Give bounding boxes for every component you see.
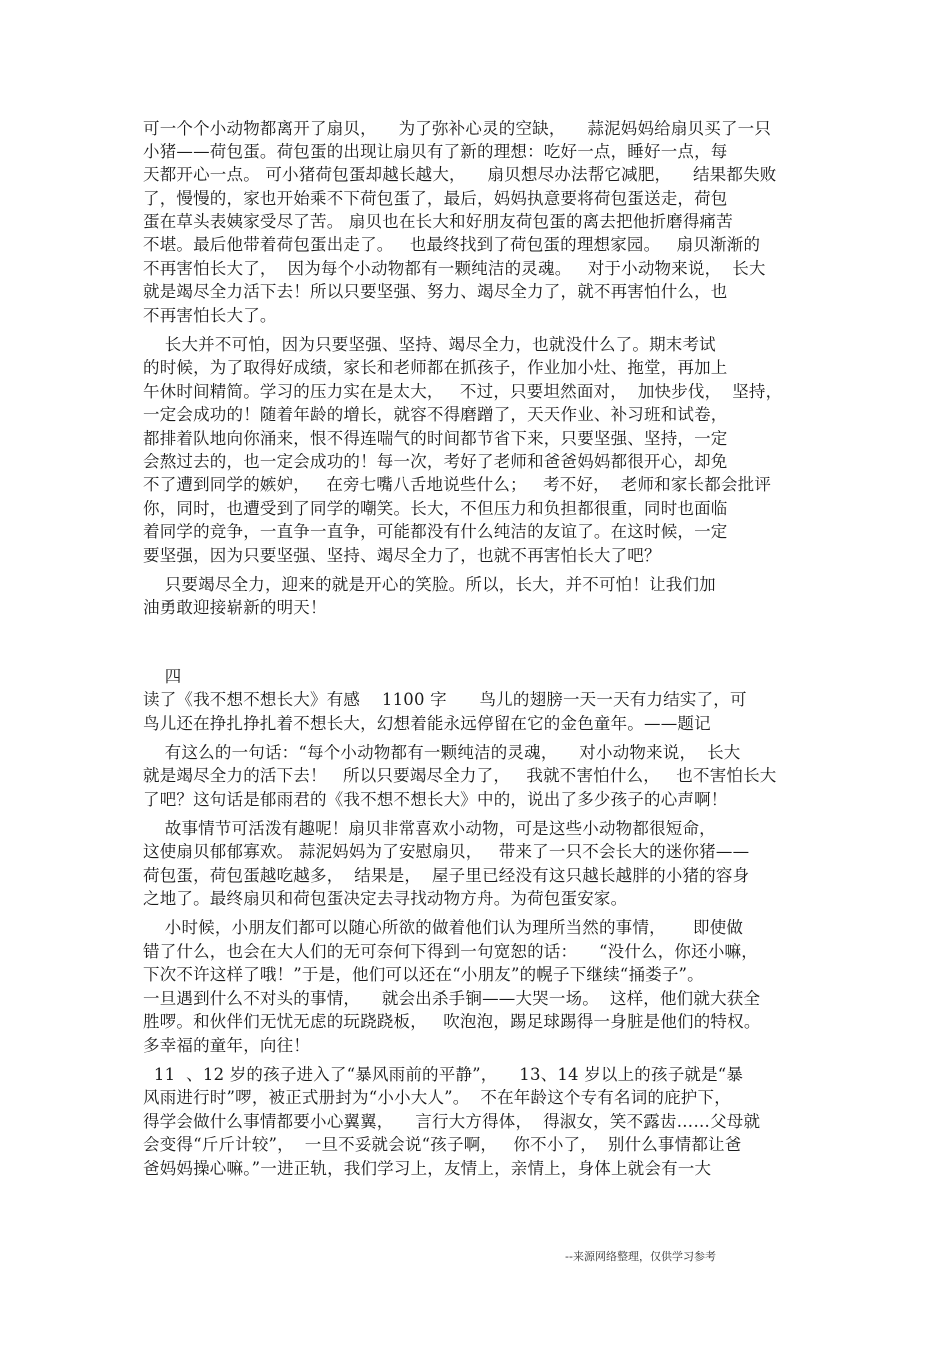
text-line: 都排着队地向你涌来，恨不得连喘气的时间都节省下来，只要坚强、坚持，一定 — [143, 429, 728, 448]
text-line: 不了遭到同学的嫉妒， 在旁七嘴八舌地说些什么； 考不好， 老师和家长都会批评 — [143, 475, 772, 494]
text-line: 天都开心一点。 可小猪荷包蛋却越长越大， 扇贝想尽办法帮它减肥， 结果都失败 — [143, 165, 777, 184]
text-line: 一旦遇到什么不对头的事情， 就会出杀手锏——大哭一场。 这样，他们就大获全 — [143, 989, 761, 1008]
text-line: 读了《我不想不想长大》有感 1100 字 鸟儿的翅膀一天一天有力结实了，可 — [143, 690, 747, 709]
text-line: 了，慢慢的，家也开始乘不下荷包蛋了，最后，妈妈执意要将荷包蛋送走，荷包 — [143, 189, 728, 208]
text-line: 不再害怕长大了， 因为每个小动物都有一颗纯洁的灵魂。 对于小动物来说， 长大 — [143, 259, 766, 278]
section-heading: 四 — [143, 667, 182, 686]
page-footer: --来源网络整理，仅供学习参考 — [565, 1250, 716, 1263]
text-line: 你，同时，也遭受到了同学的嘲笑。长大，不但压力和负担都很重，同时也面临 — [143, 499, 728, 518]
text-line: 下次不许这样了哦！”于是，他们可以还在“小朋友”的幌子下继续“捅娄子”。 — [143, 965, 704, 984]
text-line: 就是竭尽全力的活下去！ 所以只要竭尽全力了， 我就不害怕什么， 也不害怕长大 — [143, 766, 777, 785]
text-line: 11 、12 岁的孩子进入了“暴风雨前的平静”， 13、14 岁以上的孩子就是“暴 — [143, 1065, 744, 1084]
text-line: 长大并不可怕，因为只要坚强、坚持、竭尽全力，也就没什么了。期末考试 — [143, 335, 716, 354]
text-line: 之地了。最终扇贝和荷包蛋决定去寻找动物方舟。为荷包蛋安家。 — [143, 889, 628, 908]
text-line: 蛋在草头表姨家受尽了苦。 扇贝也在长大和好朋友荷包蛋的离去把他折磨得痛苦 — [143, 212, 733, 231]
text-line: 得学会做什么事情都要小心翼翼， 言行大方得体， 得淑女，笑不露齿……父母就 — [143, 1112, 761, 1131]
text-line: 不堪。最后他带着荷包蛋出走了。 也最终找到了荷包蛋的理想家园。 扇贝渐渐的 — [143, 235, 761, 254]
text-line: 不再害怕长大了。 — [143, 306, 277, 325]
text-line: 有这么的一句话：“每个小动物都有一颗纯洁的灵魂， 对小动物来说， 长大 — [143, 743, 741, 762]
text-line: 的时候，为了取得好成绩，家长和老师都在抓孩子，作业加小灶、拖堂，再加上 — [143, 358, 728, 377]
text-line: 要坚强，因为只要坚强、坚持、竭尽全力了，也就不再害怕长大了吧？ — [143, 546, 661, 565]
text-line: 小猪——荷包蛋。荷包蛋的出现让扇贝有了新的理想：吃好一点，睡好一点，每 — [143, 142, 728, 161]
text-line: 荷包蛋，荷包蛋越吃越多， 结果是， 屋子里已经没有这只越长越胖的小猪的容身 — [143, 866, 750, 885]
text-line: 可一个个小动物都离开了扇贝， 为了弥补心灵的空缺， 蒜泥妈妈给扇贝买了一只 — [143, 119, 772, 138]
text-line: 一定会成功的！随着年龄的增长，就容不得磨蹭了，天天作业、补习班和试卷， — [143, 405, 728, 424]
text-line: 就是竭尽全力活下去！所以只要坚强、努力、竭尽全力了，就不再害怕什么，也 — [143, 282, 728, 301]
text-line: 这使扇贝郁郁寡欢。 蒜泥妈妈为了安慰扇贝， 带来了一只不会长大的迷你猪—— — [143, 842, 750, 861]
text-line: 着同学的竞争，一直争一直争，可能都没有什么纯洁的友谊了。在这时候，一定 — [143, 522, 728, 541]
text-line: 爸妈妈操心嘛。”一进正轨，我们学习上，友情上，亲情上，身体上就会有一大 — [143, 1159, 712, 1178]
text-line: 油勇敢迎接崭新的明天！ — [143, 598, 327, 617]
text-line: 故事情节可活泼有趣呢！扇贝非常喜欢小动物，可是这些小动物都很短命， — [143, 819, 716, 838]
text-line: 了吧？这句话是郁雨君的《我不想不想长大》中的，说出了多少孩子的心声啊！ — [143, 790, 728, 809]
text-line: 风雨进行时”啰，被正式册封为“小小大人”。 不在年龄这个专有名词的庇护下， — [143, 1088, 731, 1107]
text-line: 会熬过去的，也一定会成功的！每一次，考好了老师和爸爸妈妈都很开心，却免 — [143, 452, 728, 471]
text-line: 鸟儿还在挣扎挣扎着不想长大，幻想着能永远停留在它的金色童年。——题记 — [143, 714, 711, 733]
text-line: 只要竭尽全力，迎来的就是开心的笑脸。所以，长大，并不可怕！让我们加 — [143, 575, 716, 594]
text-line: 小时候，小朋友们都可以随心所欲的做着他们认为理所当然的事情， 即使做 — [143, 918, 744, 937]
text-line: 多幸福的童年，向往！ — [143, 1036, 310, 1055]
text-line: 错了什么，也会在大人们的无可奈何下得到一句宽恕的话： “没什么，你还小嘛， — [143, 942, 758, 961]
text-line: 午休时间精简。学习的压力实在是太大， 不过，只要坦然面对， 加快步伐， 坚持， — [143, 382, 783, 401]
text-line: 胜啰。和伙伴们无忧无虑的玩跷跷板， 吹泡泡，踢足球踢得一身脏是他们的特权。 — [143, 1012, 761, 1031]
text-line: 会变得“斤斤计较”， 一旦不妥就会说“孩子啊， 你不小了， 别什么事情都让爸 — [143, 1135, 742, 1154]
